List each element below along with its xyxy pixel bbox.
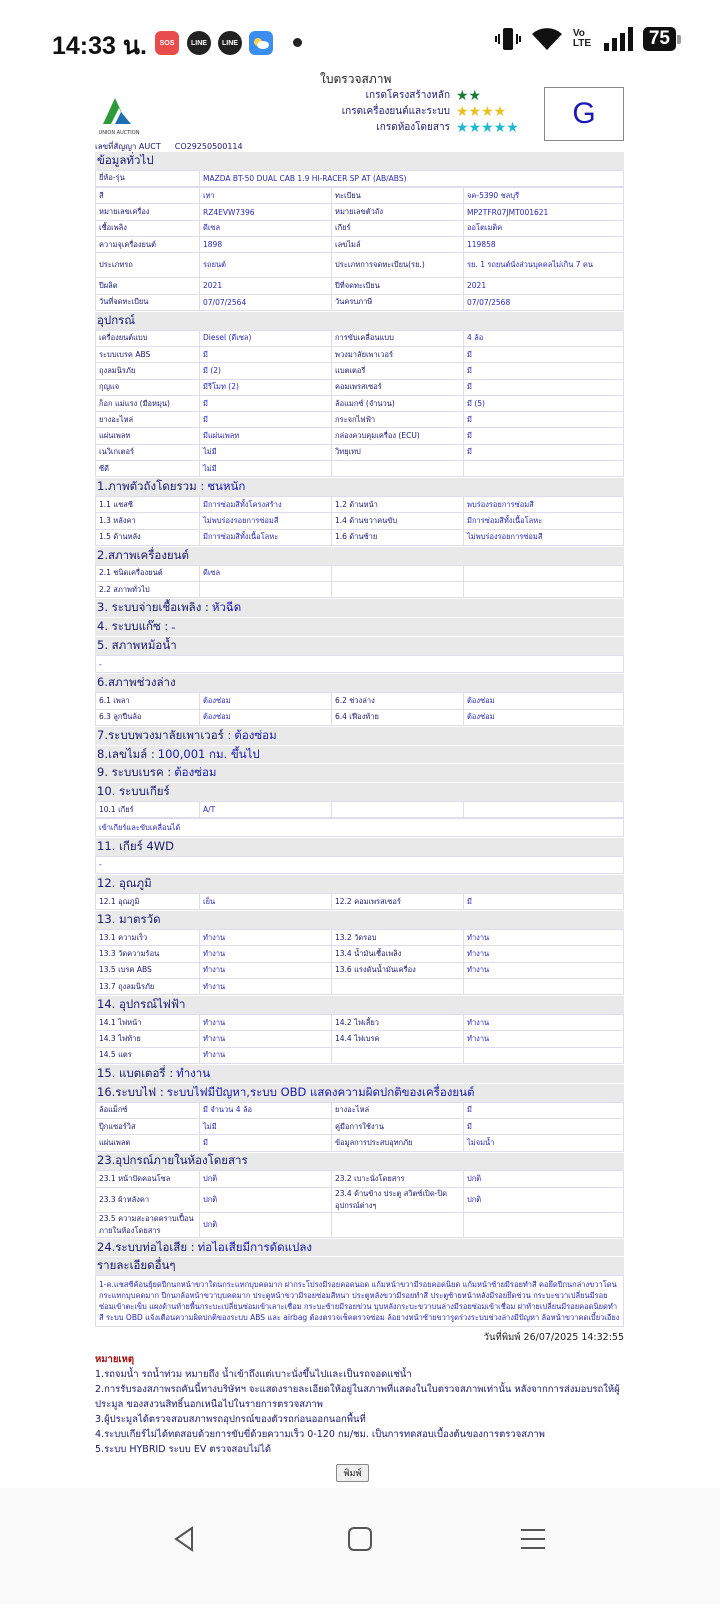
table-row — [96, 220, 624, 236]
row-label: แบตเตอรี่ — [332, 363, 464, 379]
row-value — [464, 979, 624, 995]
table-row — [96, 363, 624, 379]
row-value: ต้องซ่อม — [464, 709, 624, 725]
table-row — [96, 1187, 624, 1212]
section-title: 2.สภาพเครื่องยนต์ — [97, 547, 189, 562]
section-title: 11. เกียร์ 4WD — [97, 838, 174, 853]
row-label: 14.5 แตร — [96, 1047, 200, 1063]
line-icon: LINE — [218, 31, 242, 55]
row-label: 23.2 เบาะนั่งโดยสาร — [332, 1171, 464, 1187]
row-value: ไม่พบร่องรอยการซ่อมสี — [464, 529, 624, 545]
grade-engine: เกรดเครื่องยนต์และระบบ ★★★★ — [342, 104, 532, 120]
row-value: มี จำนวน 4 ล้อ — [200, 1102, 332, 1118]
section-value: ชนหนัก — [207, 479, 246, 494]
grade-structure: เกรดโครงสร้างหลัก ★★ — [342, 88, 532, 104]
row-label: วันครบภาษี — [332, 294, 464, 310]
row-value: จค-5390 ชลบุรี — [464, 188, 624, 204]
info-table — [95, 330, 624, 478]
section-text: - — [95, 655, 624, 674]
row-label: ยางอะไหล่ — [332, 1102, 464, 1118]
row-value: มีการซ่อมสีทั้งโครงสร้าง — [200, 497, 332, 513]
row-label: 13.5 เบรค ABS — [96, 962, 200, 978]
info-table — [95, 929, 624, 995]
section-title: 24.ระบบท่อไอเสีย : — [97, 1239, 195, 1254]
row-value: มี — [464, 1118, 624, 1134]
row-value: ดีเซล — [200, 220, 332, 236]
row-value: มีการซ่อมสีทั้งเนื้อโลหะ — [200, 529, 332, 545]
notes — [95, 1352, 624, 1457]
row-label: 14.3 ไฟท้าย — [96, 1031, 200, 1047]
table-row — [96, 946, 624, 962]
row-value: ไม่มี — [200, 444, 332, 460]
row-value: มีแผ่นเพลท — [200, 428, 332, 444]
row-value: ปกติ — [200, 1187, 332, 1212]
section-header — [95, 546, 624, 565]
info-table — [95, 893, 624, 910]
row-value: ไม่พบร่องรอยการซ่อมสี — [200, 513, 332, 529]
row-value: มี — [464, 412, 624, 428]
row-label: 6.2 ช่วงล่าง — [332, 693, 464, 709]
section-header — [95, 1152, 624, 1171]
section-header — [95, 726, 624, 745]
section-title: 23.อุปกรณ์ภายในห้องโดยสาร — [97, 1153, 248, 1168]
row-value: ทำงาน — [200, 930, 332, 946]
row-value: 07/07/2564 — [200, 294, 332, 310]
row-label: 12.2 คอมเพรสเซอร์ — [332, 894, 464, 910]
section-value: หัวฉีด — [211, 600, 242, 615]
row-value: ทำงาน — [200, 1031, 332, 1047]
row-label — [332, 979, 464, 995]
row-value: ทำงาน — [464, 962, 624, 978]
row-value: 2021 — [200, 278, 332, 294]
battery-icon: 75 — [643, 27, 676, 51]
row-value: พบร่องรอยการซ่อมสี — [464, 497, 624, 513]
recents-icon[interactable] — [518, 1524, 548, 1554]
row-label: 23.1 หน้าปัดคอนโซล — [96, 1171, 200, 1187]
row-value: ปกติ — [200, 1171, 332, 1187]
sections — [95, 151, 624, 1457]
table-row — [96, 1118, 624, 1134]
row-label: 1.6 ด้านซ้าย — [332, 529, 464, 545]
row-label: วันที่จดทะเบียน — [96, 294, 200, 310]
row-value: ดีเซล — [200, 565, 332, 581]
section-text: - — [95, 856, 624, 875]
row-value: มี (5) — [464, 395, 624, 411]
row-value: มี — [464, 363, 624, 379]
row-value: มี (2) — [200, 363, 332, 379]
row-value: มี — [464, 428, 624, 444]
row-value: ทำงาน — [200, 1047, 332, 1063]
info-table — [95, 496, 624, 546]
section-header — [95, 745, 624, 764]
section-title: 16.ระบบไฟ : — [97, 1084, 164, 1099]
row-value: มี — [464, 894, 624, 910]
section-header — [95, 1256, 624, 1275]
row-label — [332, 582, 464, 598]
table-row — [96, 395, 624, 411]
home-icon[interactable] — [345, 1524, 375, 1554]
table-row — [96, 444, 624, 460]
section-value: ต้องซ่อม — [234, 727, 277, 742]
row-label: ปุ๊กแซอร์วิส — [96, 1118, 200, 1134]
info-table — [95, 692, 624, 726]
row-label: 23.3 ผ้าหลังคา — [96, 1187, 200, 1212]
sos-icon: SOS — [155, 31, 179, 55]
info-table — [95, 1102, 624, 1152]
section-title: 8.เลขไมล์ : — [97, 746, 155, 761]
row-value: ปกติ — [464, 1171, 624, 1187]
stars-icon: ★★★★★ — [456, 120, 519, 136]
note-line: 1.รถจมน้ำ รถน้ำท่วม หมายถึง น้ำเข้าถึงแต่เบาะนั่งขึ้นไปและเป็นรถจอดแช่น้ำ — [95, 1369, 412, 1381]
row-value — [464, 582, 624, 598]
wifi-icon — [531, 26, 563, 52]
row-label: พวงมาลัยเพาเวอร์ — [332, 346, 464, 362]
section-header — [95, 673, 624, 692]
row-label: แผ่นเพลท — [96, 428, 200, 444]
row-value: มี — [200, 1135, 332, 1151]
row-label: 6.3 ลูกปืนล้อ — [96, 709, 200, 725]
row-label: แผ่นเพลต — [96, 1135, 200, 1151]
stars-icon: ★★ — [456, 88, 482, 104]
row-value — [464, 1047, 624, 1063]
table-row — [96, 582, 624, 598]
row-label: ระบบเบรค ABS — [96, 346, 200, 362]
section-value: 100,001 กม. ขึ้นไป — [157, 746, 260, 761]
section-value: ท่อไอเสียมีการดัดแปลง — [197, 1239, 312, 1254]
row-label — [332, 565, 464, 581]
row-label: 10.1 เกียร์ — [96, 801, 200, 817]
row-label: 14.4 ไฟเบรค — [332, 1031, 464, 1047]
table-row — [96, 565, 624, 581]
row-value: ต้องซ่อม — [464, 693, 624, 709]
section-title: 9. ระบบเบรค : — [97, 765, 172, 780]
row-value: MAZDA BT-50 DUAL CAB 1.9 HI-RACER SP AT (AB/ABS) — [200, 170, 624, 186]
row-label: ล้อแม็กซ์ — [96, 1102, 200, 1118]
info-table — [95, 801, 624, 818]
row-label: หมายเลขตัวถัง — [332, 204, 464, 220]
row-value: มี — [464, 1102, 624, 1118]
row-value: 4 ล้อ — [464, 330, 624, 346]
row-value: มีรีโมท (2) — [200, 379, 332, 395]
row-value: MP2TFR07JMT001621 — [464, 204, 624, 220]
table-row — [96, 253, 624, 278]
table-row — [96, 1047, 624, 1063]
row-label: 13.1 ความเร็ว — [96, 930, 200, 946]
section-header — [95, 311, 624, 330]
table-row — [96, 204, 624, 220]
section-value: ระบบไฟมีปัญหา,ระบบ OBD แสดงความผิดปกติของเครื่องยนต์ — [166, 1084, 475, 1099]
row-label: 1.5 ด้านหลัง — [96, 529, 200, 545]
table-row — [96, 188, 624, 204]
weather-icon — [249, 31, 273, 55]
section-title: 13. มาตรวัด — [97, 912, 161, 927]
row-label: การขับเคลื่อนแบบ — [332, 330, 464, 346]
section-header — [95, 782, 624, 801]
section-title: 1.ภาพตัวถังโดยรวม : — [97, 479, 205, 494]
section-title: ข้อมูลทั่วไป — [97, 152, 154, 167]
row-label: 14.1 ไฟหน้า — [96, 1015, 200, 1031]
row-value: ปกติ — [464, 1187, 624, 1212]
row-value: 07/07/2568 — [464, 294, 624, 310]
row-label: ซีดี — [96, 461, 200, 477]
section-header — [95, 636, 624, 655]
row-label — [332, 801, 464, 817]
row-value: A/T — [200, 801, 332, 817]
row-label: ปีที่จดทะเบียน — [332, 278, 464, 294]
section-title: 3. ระบบจ่ายเชื้อเพลิง : — [97, 600, 209, 615]
table-row — [96, 801, 624, 817]
section-header — [95, 1083, 624, 1102]
section-value: ทำงาน — [176, 1065, 211, 1080]
row-label: 14.2 ไฟเลี้ยว — [332, 1015, 464, 1031]
grade-cabin: เกรดห้องโดยสาร ★★★★★ — [342, 120, 532, 136]
row-label: สี — [96, 188, 200, 204]
vibrate-icon — [495, 26, 521, 52]
row-label: เกียร์ — [332, 220, 464, 236]
row-value: ไม่มี — [200, 1118, 332, 1134]
row-value: มีการซ่อมสีทั้งเนื้อโลหะ — [464, 513, 624, 529]
row-value — [464, 565, 624, 581]
row-label: ข้อมูลการประสบอุทกภัย — [332, 1135, 464, 1151]
row-label: 12.1 อุณภูมิ — [96, 894, 200, 910]
row-value: ทำงาน — [464, 946, 624, 962]
navigation-bar — [0, 1488, 720, 1604]
row-label — [332, 461, 464, 477]
section-title: 10. ระบบเกียร์ — [97, 784, 170, 799]
print-date: วันที่พิมพ์ 26/07/2025 14:32:55 — [483, 1332, 624, 1344]
row-label: ปีผลิต — [96, 278, 200, 294]
grade-letter: G — [544, 87, 624, 141]
section-header — [95, 477, 624, 496]
section-header — [95, 910, 624, 929]
info-table — [95, 565, 624, 599]
row-label: กล่องควบคุมเครื่อง (ECU) — [332, 428, 464, 444]
row-label: 13.2 วัดรอบ — [332, 930, 464, 946]
table-row — [96, 461, 624, 477]
info-table — [95, 170, 624, 187]
row-label: 1.2 ด้านหน้า — [332, 497, 464, 513]
row-value: Diesel (ดีเซล) — [200, 330, 332, 346]
row-label: หมายเลขเครื่อง — [96, 204, 200, 220]
table-row — [96, 497, 624, 513]
row-label: ยางอะไหล่ — [96, 412, 200, 428]
table-row — [96, 513, 624, 529]
row-value: 119858 — [464, 236, 624, 252]
line-icon: LINE — [187, 31, 211, 55]
row-label: กุญแจ — [96, 379, 200, 395]
row-label: 1.3 หลังคา — [96, 513, 200, 529]
row-value: 2021 — [464, 278, 624, 294]
row-label: 13.4 น้ำมันเชื้อเพลิง — [332, 946, 464, 962]
row-label: 6.1 เพลา — [96, 693, 200, 709]
row-label: กระจกไฟฟ้า — [332, 412, 464, 428]
stars-icon: ★★★★ — [456, 104, 507, 120]
note-line: 2.การรับรองสภาพรถคันนี้ทางบริษัทฯ จะแสดงรายละเอียดให้อยู่ในสภาพที่แสดงในใบตรวจสภาพเท่านั้น หลังจากการส่งมอบรถให้ผู้ประมูล ของสงวนสิทธิ์นอกเหนือไปในรายการตรวจสภาพ — [95, 1384, 620, 1411]
section-title: 5. สภาพหม้อน้ำ — [97, 637, 177, 652]
row-value: รถยนต์ — [200, 253, 332, 278]
table-row — [96, 979, 624, 995]
row-value: ไม่จมน้ำ — [464, 1135, 624, 1151]
row-label: ถุงลมนิรภัย — [96, 363, 200, 379]
row-value: ปกติ — [200, 1212, 332, 1237]
row-label: 13.6 แรงดันน้ำมันเครื่อง — [332, 962, 464, 978]
row-label: เนวิเกเตอร์ — [96, 444, 200, 460]
row-value — [464, 801, 624, 817]
table-row — [96, 529, 624, 545]
row-value: ทำงาน — [200, 962, 332, 978]
section-value: ต้องซ่อม — [174, 765, 217, 780]
table-row — [96, 1102, 624, 1118]
row-label: เลขไมล์ — [332, 236, 464, 252]
info-table — [95, 1014, 624, 1064]
row-value: มี — [464, 379, 624, 395]
notes-heading: หมายเหตุ — [95, 1354, 135, 1366]
row-label — [332, 1047, 464, 1063]
table-row — [96, 1015, 624, 1031]
row-label: เครื่องยนต์แบบ — [96, 330, 200, 346]
table-row — [96, 962, 624, 978]
row-label: 13.7 ถุงลมนิรภัย — [96, 979, 200, 995]
grade-list — [342, 88, 532, 136]
row-value: มี — [200, 395, 332, 411]
notification-dot-icon — [293, 38, 302, 47]
row-value: เย็น — [200, 894, 332, 910]
table-row — [96, 1171, 624, 1187]
section-title: 15. แบตเตอรี่ : — [97, 1065, 174, 1080]
table-row — [96, 709, 624, 725]
row-value: เทา — [200, 188, 332, 204]
section-title: 12. อุณภูมิ — [97, 876, 152, 891]
row-value: มี — [200, 412, 332, 428]
row-value: ต้องซ่อม — [200, 693, 332, 709]
row-label: ก็อก แม่แรง (มือหมุน) — [96, 395, 200, 411]
row-label: ประเภทการจดทะเบียน(รย.) — [332, 253, 464, 278]
note-line: 4.ระบบเกียร์ไม่ได้ทดสอบด้วยการขับขี่ด้วยความเร็ว 0-120 กม/ชม. เป็นการทดสอบเบื้องต้นของการตรวจสภาพ — [95, 1429, 545, 1441]
row-value — [464, 461, 624, 477]
row-value: ทำงาน — [200, 1015, 332, 1031]
row-value: รย. 1 รถยนต์นั่งส่วนบุคคลไม่เกิน 7 คน — [464, 253, 624, 278]
row-value: RZ4EVW7396 — [200, 204, 332, 220]
row-value: ต้องซ่อม — [200, 709, 332, 725]
row-value: มี — [200, 346, 332, 362]
row-label: ความจุเครื่องยนต์ — [96, 236, 200, 252]
row-value: ทำงาน — [200, 979, 332, 995]
info-table — [95, 187, 624, 311]
row-label: วิทยุเทป — [332, 444, 464, 460]
table-row — [96, 236, 624, 252]
section-title: 14. อุปกรณ์ไฟฟ้า — [97, 997, 186, 1012]
table-row — [96, 1212, 624, 1237]
note-line: 5.ระบบ HYBRID ระบบ EV ตรวจสอบไม่ได้ — [95, 1444, 272, 1456]
row-value: ทำงาน — [200, 946, 332, 962]
section-header — [95, 617, 624, 636]
row-label: คู่มือการใช้งาน — [332, 1118, 464, 1134]
row-value: ทำงาน — [464, 1015, 624, 1031]
section-header — [95, 995, 624, 1014]
table-row — [96, 278, 624, 294]
row-label: ยี่ห้อ-รุ่น — [96, 170, 200, 186]
union-auction-logo: UNION AUCTION — [97, 94, 141, 134]
row-label: 23.5 ความสะอาดคราบเปื้อน ภายในห้องโดยสาร — [96, 1212, 200, 1237]
table-row — [96, 1031, 624, 1047]
row-label: 2.1 ชนิดเครื่องยนต์ — [96, 565, 200, 581]
row-value — [464, 1212, 624, 1237]
table-row — [96, 294, 624, 310]
row-label: 6.4 เฟืองท้าย — [332, 709, 464, 725]
row-label: ล้อแมกซ์ (จำนวน) — [332, 395, 464, 411]
row-label: 13.3 วัดความร้อน — [96, 946, 200, 962]
table-row — [96, 428, 624, 444]
table-row — [96, 412, 624, 428]
row-value: ทำงาน — [464, 930, 624, 946]
row-label: 1.4 ด้านขวาคนขับ — [332, 513, 464, 529]
table-row — [96, 894, 624, 910]
section-header — [95, 1238, 624, 1257]
row-label: 2.2 สภาพทั่วไป — [96, 582, 200, 598]
row-value: ทำงาน — [464, 1031, 624, 1047]
row-label: เชื้อเพลิง — [96, 220, 200, 236]
section-title: อุปกรณ์ — [97, 312, 136, 327]
row-label: คอมเพรสเซอร์ — [332, 379, 464, 395]
row-label — [332, 1212, 464, 1237]
section-header — [95, 763, 624, 782]
row-label: 23.4 ด้านข้าง ประตู สวิตซ์เปิด-ปิด อุปกรณ์ต่างๆ — [332, 1187, 464, 1212]
table-row — [96, 170, 624, 186]
table-row — [96, 930, 624, 946]
row-label: ประเภทรถ — [96, 253, 200, 278]
section-title: 4. ระบบแก๊ซ : — [97, 619, 169, 634]
status-time: 14:33 น. — [52, 32, 147, 60]
row-label: ทะเบียน — [332, 188, 464, 204]
row-value: 1898 — [200, 236, 332, 252]
table-row — [96, 693, 624, 709]
other-details: 1-ค.แชสซีค้อนยุ้ยดปีกนกหน้าขวาใดนกระแทกบุบคดมาก ฝากระโปรงมีรอยคอดนอด แก้มหน้าขวามีรอยคอดนิยด แก้มหน้าซ้ายมีรอยทำสี คอยึดปีกนกล่างขวาโดนกระแทกบุบคดมาก ปีกนกล้อหน้าขวาบุบคดมาก ประตูหน้าขวามีรอยซ่อมสีหนา ประตูหลังขวามีรอยทำสี ประตูซ้ายหน้าหลังมีรอยยึดช่วน กระบะขวาเปลี่ยนมีรอยซ่อมเข้าตะเข็บ แผงด้านท้ายพื้นกระบะเปลี่ยนซ่อมเข้าเลาะเชื่อม กระบะซ้ายมีรอยข่วน บุบหลังกระบะขวาบนล่างมีรอยซ่อมเข้าเชื่อม ฝาท้ายเปลี่ยนมีรอยคอดนิยดทำสี ระบบ OBD แจ้งเตือนความผิดปกติของระบบ ABS และ airbag ต้องตรวจเช็คตรวจซ่อม ล้อยางหน้าซ้ายขวารูดร่วงระบบช่วงล่างมีปัญหา ล้อหน้าขวาคดเบี้ยวเอียง — [95, 1275, 624, 1327]
section-header — [95, 151, 624, 170]
section-header — [95, 837, 624, 856]
signal-icon — [603, 27, 633, 51]
print-button[interactable]: พิมพ์ — [336, 1464, 369, 1482]
section-header — [95, 1064, 624, 1083]
section-value: - — [171, 620, 176, 635]
table-row — [96, 379, 624, 395]
section-header — [95, 598, 624, 617]
back-icon[interactable] — [170, 1524, 200, 1554]
note-line: 3.ผู้ประมูลได้ตรวจสอบสภาพรถอุปกรณ์ของตัวรถก่อนออกนอกพื้นที่ — [95, 1414, 366, 1426]
section-header — [95, 874, 624, 893]
section-title: รายละเอียดอื่นๆ — [97, 1258, 176, 1273]
table-row — [96, 1135, 624, 1151]
row-value — [200, 582, 332, 598]
row-value: ไม่มี — [200, 461, 332, 477]
section-title: 6.สภาพช่วงล่าง — [97, 675, 176, 690]
row-value: มี — [464, 444, 624, 460]
row-label: 1.1 แชสซี — [96, 497, 200, 513]
table-row — [96, 346, 624, 362]
row-value: ออโตเมติค — [464, 220, 624, 236]
section-text: เข้าเกียร์และขับเคลื่อนได้ — [95, 818, 624, 837]
auction-number: เลขที่สัญญา AUCT CO29250500114 — [95, 142, 243, 151]
table-row — [96, 330, 624, 346]
volte-icon: Vo LTE — [572, 28, 592, 49]
info-table — [95, 1170, 624, 1237]
row-value: มี — [464, 346, 624, 362]
section-title: 7.ระบบพวงมาลัยเพาเวอร์ : — [97, 727, 232, 742]
doc-title: ใบตรวจสภาพ — [320, 72, 392, 86]
